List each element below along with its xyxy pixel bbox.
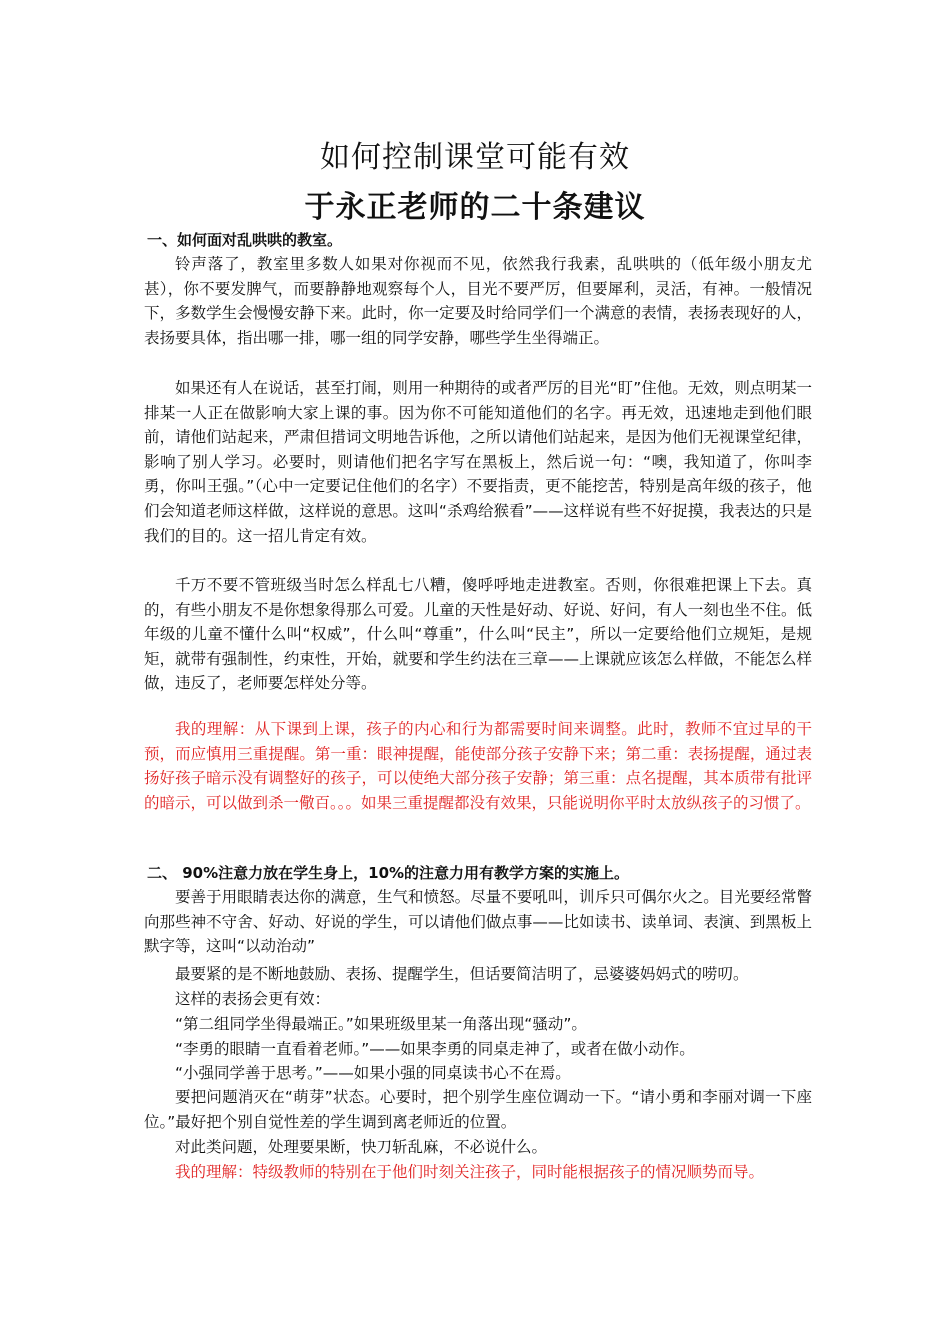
- section-1-paragraph-3: 千万不要不管班级当时怎么样乱七八糟，傻呼呼地走进教室。否则，你很难把课上下去。真的，有些小朋友不是你想象得那么可爱。儿童的天性是好动、好说、好问，有人一刻也坐不住。低年级的儿童不懂什么叫“权威”，什么叫“尊重”，什么叫“民主”，所以一定要给他们立规矩，是规矩，就带有强制性，约束性，开始，就要和学生约法在三章——上课就应该怎么样做，不能怎么样做，违反了，老师要怎样处分等。: [144, 576, 812, 693]
- section-2-paragraph-4: 要把问题消灭在“萌芽”状态。心要时，把个别学生座位调动一下。“请小勇和李丽对调一下座位。”最好把个别自觉性差的学生调到离老师近的位置。: [144, 1088, 812, 1131]
- section-1-heading: 一、如何面对乱哄哄的教室。: [147, 231, 343, 249]
- section-1-paragraph-2: 如果还有人在说话，甚至打闹，则用一种期待的或者严厉的目光“盯”住他。无效，则点明某一排某一人正在做影响大家上课的事。因为你不可能知道他们的名字。再无效，迅速地走到他们眼前，请他们站起来，严肃但措词文明地告诉他，之所以请他们站起来，是因为他们无视课堂纪律，影响了别人学习。必要时，则请他们把名字写在黑板上，然后说一句：“噢，我知道了，你叫李勇，你叫王强。”（心中一定要记住他们的名字）不要指责，更不能挖苦，特别是高年级的孩子，他们会知道老师这样做，这样说的意思。这叫“杀鸡给猴看”——这样说有些不好捉摸，我表达的只是我们的目的。这一招儿肯定有效。: [144, 379, 812, 545]
- doc-title: 如何控制课堂可能有效: [320, 140, 630, 175]
- doc-subtitle: 于永正老师的二十条建议: [304, 190, 646, 225]
- section-2-quote-1: “第二组同学坐得最端正。”如果班级里某一角落出现“骚动”。: [175, 1015, 587, 1033]
- section-2-quote-3: “小强同学善于思考。”——如果小强的同桌读书心不在焉。: [175, 1064, 571, 1082]
- section-1-paragraph-1: 铃声落了，教室里多数人如果对你视而不见，依然我行我素，乱哄哄的（低年级小朋友尤甚），你不要发脾气，而要静静地观察每个人，目光不要严厉，但要犀利，灵活，有神。一般情况下，多数学生会慢慢安静下来。此时，你一定要及时给同学们一个满意的表情，表扬表现好的人，表扬要具体，指出哪一排，哪一组的同学安静，哪些学生坐得端正。: [144, 255, 812, 347]
- section-2-paragraph-5: 对此类问题，处理要果断，快刀斩乱麻，不必说什么。: [175, 1138, 548, 1156]
- section-2-note: 我的理解：特级教师的特别在于他们时刻关注孩子，同时能根据孩子的情况顺势而导。: [175, 1163, 765, 1181]
- section-2-paragraph-1: 要善于用眼睛表达你的满意，生气和愤怒。尽量不要吼叫，训斥只可偶尔火之。目光要经常瞥向那些神不守舍、好动、好说的学生，可以请他们做点事——比如读书、读单词、表演、到黑板上默字等，这叫“以动治动”: [144, 888, 812, 956]
- section-2-paragraph-3: 这样的表扬会更有效：: [175, 990, 331, 1008]
- section-2-heading: 二、 90%注意力放在学生身上，10%的注意力用有教学方案的实施上。: [147, 864, 630, 882]
- section-2-quote-2: “李勇的眼睛一直看着老师。”——如果李勇的同桌走神了，或者在做小动作。: [175, 1040, 695, 1058]
- section-1-note: 我的理解：从下课到上课，孩子的内心和行为都需要时间来调整。此时，教师不宜过早的干预，而应慎用三重提醒。第一重：眼神提醒，能使部分孩子安静下来；第二重：表扬提醒，通过表扬好孩子暗示没有调整好的孩子，可以使绝大部分孩子安静；第三重：点名提醒，其本质带有批评的暗示，可以做到杀一儆百。。。如果三重提醒都没有效果，只能说明你平时太放纵孩子的习惯了。: [144, 720, 812, 812]
- section-2-paragraph-2: 最要紧的是不断地鼓励、表扬、提醒学生，但话要简洁明了，忌婆婆妈妈式的唠叨。: [175, 965, 749, 983]
